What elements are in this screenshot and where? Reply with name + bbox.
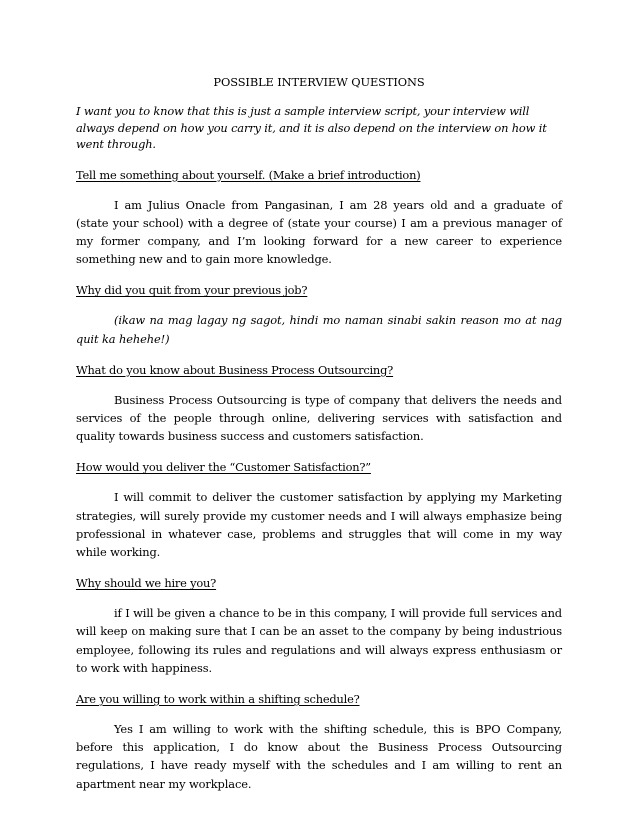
answer-6: Yes I am willing to work with the shifting schedule, this is BPO Company, before this application, I do know about the Business Process Outsourcing regulations, I have ready myself with the schedules and I am willing to rent an apartment near my workplace. (76, 721, 562, 791)
answer-4: I will commit to deliver the customer satisfaction by applying my Marketing strategies, will surely provide my customer needs and I will always emphasize being professional in whatever case, problems and struggles that will come in my way while working. (76, 490, 562, 559)
question-3: What do you know about Business Process Outsourcing? (76, 362, 394, 377)
document-title: POSSIBLE INTERVIEW QUESTIONS (213, 75, 425, 89)
question-5: Why should we hire you? (76, 576, 217, 591)
question-4: How would you deliver the “Customer Satisfaction?” (76, 460, 371, 475)
intro-note: I want you to know that this is just a sample interview script, your interview will always depend on how you carry it, and it is also depend on the interview on how it went through. (76, 104, 547, 151)
answer-5: if I will be given a chance to be in this company, I will provide full services and will keep on making sure that I can be an asset to the company by being industrious employee, following its rules and regulations and will always express enthusiasm or to work with happiness. (76, 606, 562, 675)
question-6: Are you willing to work within a shifting schedule? (76, 691, 360, 706)
answer-1: I am Julius Onacle from Pangasinan, I am 28 years old and a graduate of (state your school) with a degree of (state your course) I am a previous manager of my former company, and I’m looking forward for a new career to experience something new and to gain more knowledge. (76, 197, 562, 267)
question-1: Tell me something about yourself. (Make a brief introduction) (76, 167, 421, 182)
answer-2: (ikaw na mag lagay ng sagot, hindi mo naman sinabi sakin reason mo at nag quit ka hehehe!) (76, 313, 562, 346)
question-2: Why did you quit from your previous job? (76, 283, 308, 298)
answer-3: Business Process Outsourcing is type of company that delivers the needs and services of the people through online, delivering services with satisfaction and quality towards business success and customers satisfaction. (76, 392, 562, 444)
